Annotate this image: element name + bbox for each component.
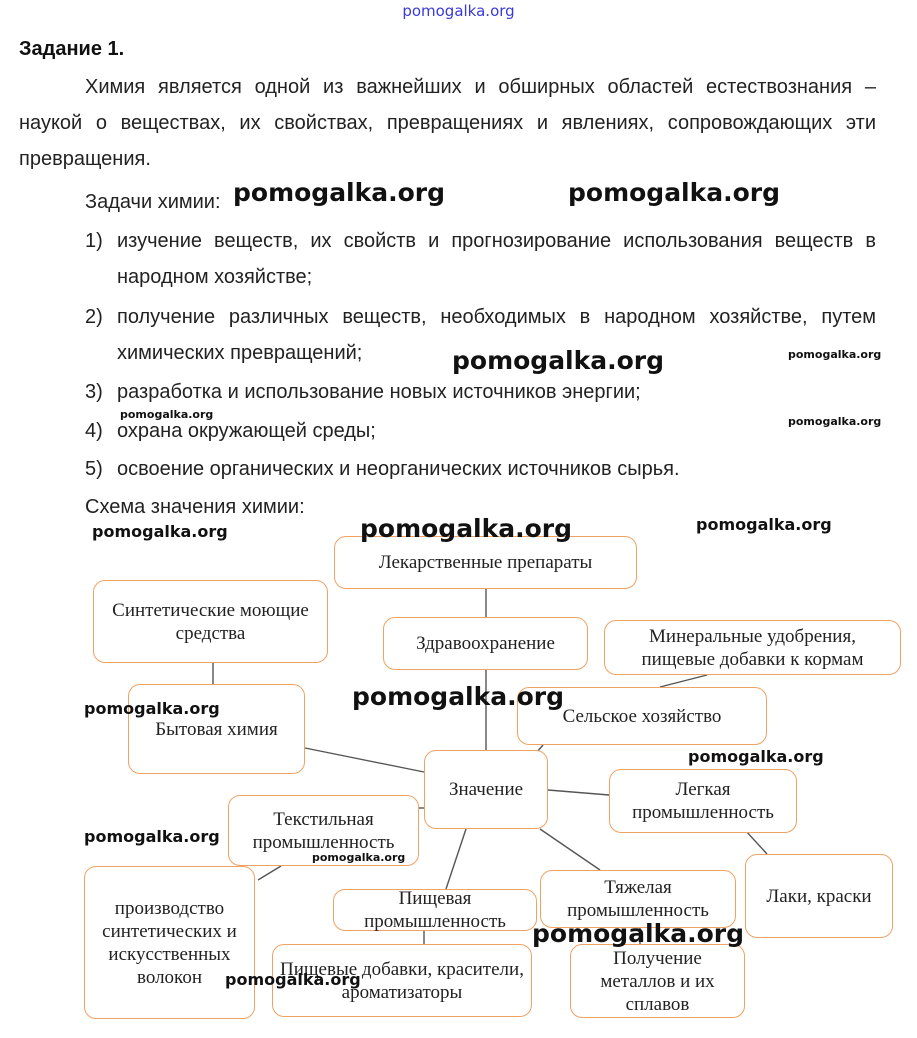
top-watermark: pomogalka.org [402,2,515,20]
task-text: изучение веществ, их свойств и прогнозирование использования веществ в народном хозяйстве; [117,230,876,288]
watermark: pomogalka.org [84,827,220,846]
node-fertilizers: Минеральные удобрения, пищевые добавки к кормам [604,620,901,675]
task-number: 3) [85,381,103,403]
node-center-significance: Значение [424,750,548,829]
watermark: pomogalka.org [233,178,446,207]
connector-light-varnishes [745,830,767,854]
scheme-label: Схема значения химии: [85,496,305,518]
watermark: pomogalka.org [788,415,882,428]
node-textile-industry: Текстильная промышленность [228,795,419,866]
watermark: pomogalka.org [312,851,406,864]
task-text: охрана окружающей среды; [117,420,376,442]
task-text: разработка и использование новых источников энергии; [117,381,641,403]
node-heavy-industry: Тяжелая промышленность [540,870,736,928]
connector-light-center [548,790,609,795]
task-number: 1) [85,230,103,252]
node-synthetic-detergents: Синтетические моющие средства [93,580,328,663]
watermark: pomogalka.org [688,747,824,766]
node-household-chemistry: Бытовая химия [128,684,305,774]
watermark: pomogalka.org [360,514,573,543]
watermark: pomogalka.org [92,522,228,541]
node-agriculture: Сельское хозяйство [517,687,767,745]
task-number: 5) [85,458,103,480]
watermark: pomogalka.org [788,348,882,361]
task-text: получение различных веществ, необходимых в народном хозяйстве, путем химических превращений; [117,306,876,364]
task-number: 4) [85,420,103,442]
node-food-additives: Пищевые добавки, красители, ароматизаторы [272,944,532,1017]
watermark: pomogalka.org [696,515,832,534]
task-number: 2) [85,306,103,328]
watermark: pomogalka.org [352,682,565,711]
connector-household-center [305,748,424,772]
connector-center-food [446,829,466,889]
task-heading: Задание 1. [19,38,125,60]
watermark: pomogalka.org [568,178,781,207]
watermark: pomogalka.org [452,346,665,375]
tasks-label: Задачи химии: [85,191,221,213]
intro-paragraph: Химия является одной из важнейших и обширных областей естествознания – наукой о веществах, их свойствах, превращениях и явлениях, сопровождающих эти превращения. [19,76,876,170]
watermark: pomogalka.org [84,699,220,718]
node-light-industry: Легкая промышленность [609,769,797,833]
node-healthcare: Здравоохранение [383,617,588,670]
node-drugs: Лекарственные препараты [334,536,637,589]
watermark: pomogalka.org [225,970,361,989]
node-metals-alloys: Получение металлов и их сплавов [570,944,745,1018]
connector-textile-fibers [258,866,281,880]
connector-fertilizers-agriculture [660,675,707,687]
node-fibers-production: производство синтетических и искусственных волокон [84,866,255,1019]
connector-center-heavy [540,829,600,870]
watermark: pomogalka.org [532,919,745,948]
task-text: освоение органических и неорганических источников сырья. [117,458,680,480]
node-varnishes-paints: Лаки, краски [745,854,893,938]
watermark: pomogalka.org [120,408,214,421]
node-food-industry: Пищевая промышленность [333,889,537,931]
